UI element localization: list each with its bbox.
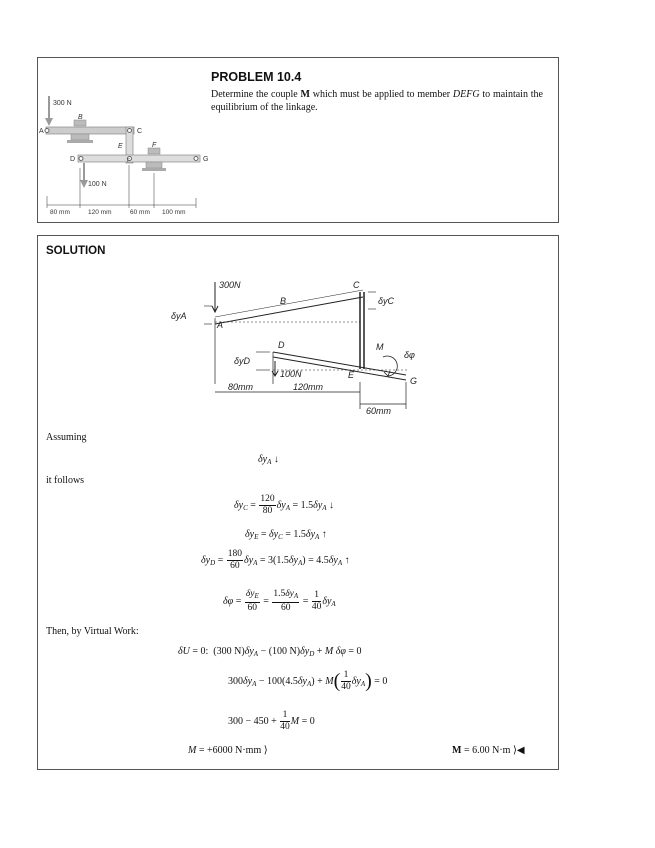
fig-label-e: E [118, 143, 123, 150]
sketch-force-bottom: 100N [280, 369, 302, 379]
sketch-bar-ac [215, 297, 363, 324]
force-arrow-100n [80, 163, 88, 188]
sketch-delta-ya: δyA [171, 311, 187, 321]
fig-label-g: G [203, 156, 208, 163]
problem-statement: Determine the couple M which must be applied to member DEFG to maintain the equilibrium of the linkage. [211, 89, 543, 113]
fig-dim-120: 120 mm [88, 209, 112, 216]
solution-title: SOLUTION [46, 245, 106, 257]
problem-figure [38, 58, 208, 222]
sketch-dim-80: 80mm [228, 382, 254, 392]
final-answer: M = 6.00 N·m ⟩◀ [452, 745, 525, 756]
problem-title: PROBLEM 10.4 [211, 70, 302, 84]
bar-ab [46, 127, 134, 134]
sketch-dim-60: 60mm [366, 406, 392, 416]
eq-phi: δφ = $\frac{\delta y_E}{60}$ = $\frac{1.5\delta y_A}{60}$ = $\frac{1}{40}$ $\delta y_A$ [223, 589, 336, 613]
fig-label-a: A [39, 128, 44, 135]
fig-label-b: B [78, 114, 83, 121]
eq-yc: $\delta y_C$ = $\frac{120}{80}$ $\delta y_A = 1.5\delta y_A$ ↓ [234, 494, 335, 516]
solution-sketch [38, 264, 558, 444]
eq-result: M = +6000 N·mm ⟩ [188, 745, 268, 756]
force-arrow-300n [45, 96, 53, 126]
fig-force-bottom: 100 N [88, 181, 107, 188]
fig-dim-60: 60 mm [130, 209, 150, 216]
sketch-label-d: D [278, 340, 285, 350]
problem-box [37, 57, 559, 223]
bar-dg [78, 155, 200, 162]
eq-assume: $\delta y_A$ ↓ [258, 454, 279, 466]
eq-ye: $\delta y_E = \delta y_C = 1.5\delta y_A$ ↑ [245, 529, 327, 541]
fig-label-c: C [137, 128, 143, 135]
sketch-label-m: M [376, 342, 384, 352]
sketch-force-top: 300N [219, 280, 241, 290]
sketch-dim-120: 120mm [293, 382, 324, 392]
sketch-delta-yc: δyC [378, 296, 395, 306]
fig-force-top: 300 N [53, 100, 72, 107]
fig-label-d: D [70, 156, 76, 163]
fig-label-f: F [127, 158, 131, 164]
sketch-delta-phi: δφ [404, 350, 415, 360]
eq-virtual-work: δU = 0: (300 $N)\delta y_A - (100$ $N)\delta y_D + M$ δφ = 0 [178, 646, 362, 658]
text-it-follows: it follows [46, 475, 85, 486]
fig-dim-100: 100 mm [162, 209, 186, 216]
sketch-label-b: B [280, 296, 287, 306]
text-assuming: Assuming [46, 432, 87, 443]
sketch-delta-yd: δyD [234, 356, 251, 366]
sketch-label-c: C [353, 280, 360, 290]
sketch-label-a: A [217, 320, 224, 330]
sketch-label-g: G [410, 376, 418, 386]
svg-text:F: F [152, 142, 157, 149]
solution-box [37, 235, 559, 770]
text-virtual-work: Then, by Virtual Work: [46, 626, 139, 637]
fig-dim-80: 80 mm [50, 209, 70, 216]
sketch-label-e: E [348, 370, 355, 380]
eq-simplified: 300 − 450 + $\frac{1}{40}$ M = 0 [228, 710, 315, 732]
eq-substituted: $300\delta y_A - 100(4.5\delta y_A) + M$( $\frac{1}{40}$ $\delta y_A) = 0$ [228, 670, 388, 692]
eq-yd: $\delta y_D$ = $\frac{180}{60}$ $\delta y_A = 3(1.5\delta y_A) = 4.5\delta y_A$ ↑ [201, 549, 350, 571]
